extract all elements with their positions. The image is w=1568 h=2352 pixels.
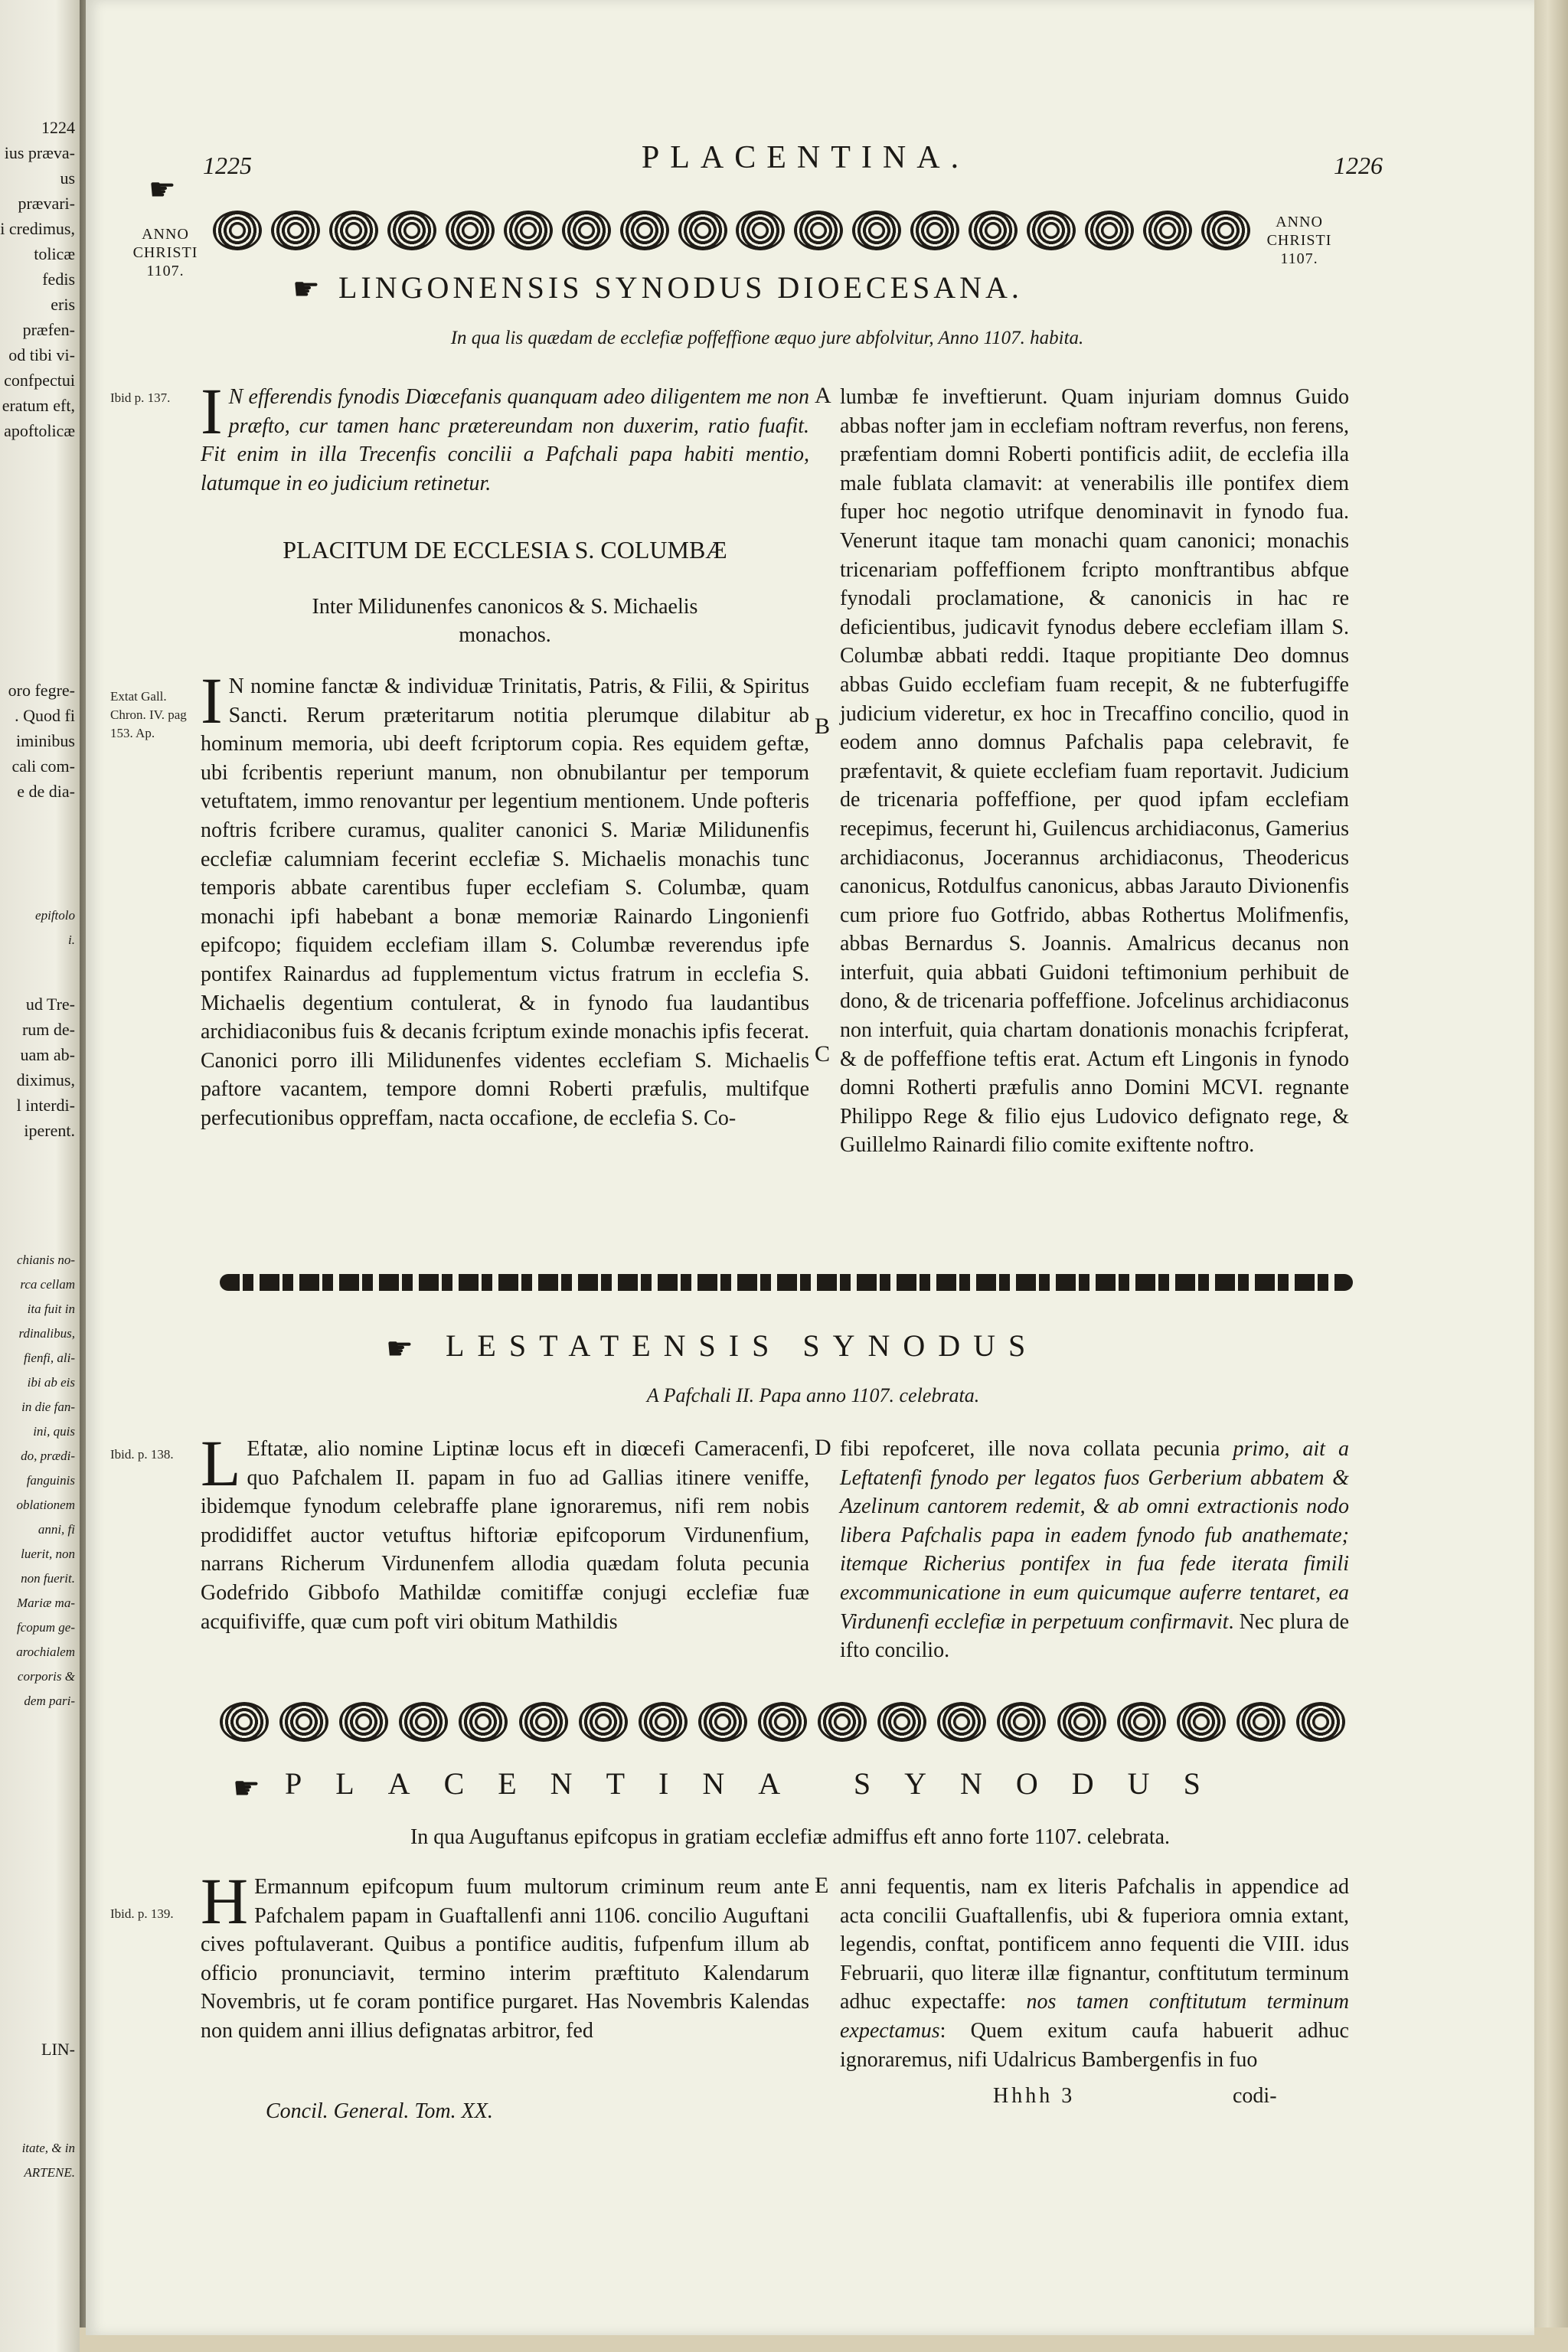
- placentina-right-end: : Quem exitum caufa habuerit adhuc ignoraremus, nifi Udalricus Bambergenfis in fuo: [840, 2018, 1349, 2072]
- charter-left-column: [201, 664, 809, 1133]
- fleuron-ornament-icon: [339, 1702, 388, 1742]
- fleuron-ornament-icon: [271, 211, 320, 250]
- facing-page-fragment: chianis no- rca cellam ita fuit in rdinalibus, fienfi, ali- ibi ab eis in die fan- ini, quis do, prædi- fanguinis oblationem anni, fi luerit, non non fuerit. Mariæ ma- fcopum ge- arochialem corporis & dem pari-: [16, 1253, 75, 1708]
- ornament-band-top: [213, 208, 1250, 253]
- page-number-left: 1225: [203, 152, 252, 179]
- fleuron-ornament-icon: [1057, 1702, 1106, 1742]
- margin-reference: Ibid p. 137.: [110, 390, 171, 405]
- facing-page-fragment: ud Tre- rum de- uam ab- diximus, l interdi- iperent.: [16, 995, 75, 1140]
- fleuron-ornament-icon: [1027, 211, 1076, 250]
- drop-cap: I: [201, 374, 223, 448]
- lestatensis-right-text: fibi repofceret, ille nova collata pecunia: [840, 1437, 1233, 1461]
- column-letter: A: [815, 383, 831, 408]
- fleuron-ornament-icon: [818, 1702, 867, 1742]
- facing-page-fragment: itate, & in ARTENE.: [21, 2141, 75, 2180]
- lestatensis-right-column: [840, 1435, 1349, 1665]
- ornament-band-middle: [220, 1700, 1345, 1744]
- section-title-lingonensis: LINGONENSIS SYNODUS DIOECESANA.: [338, 270, 1023, 305]
- fleuron-ornament-icon: [794, 211, 843, 250]
- section-title-placentina: PLACENTINA SYNODUS: [285, 1766, 1234, 1801]
- fleuron-ornament-icon: [698, 1702, 747, 1742]
- placentina-left-text: Ermannum epifcopum fuum multorum criminum reum ante Pafchalem papam in Guaftallenfi anni 1106. concilio Auguftani cives poftulaverant. Quibus a pontifice auditis, fufpenfum illum ab officio pronunciavit, termino interim præftituto Kalendarum Novembris, ut fe coram pontifice purgaret. Has Novembris Kalendas non quidem anni illius defignatas arbitror, fed: [201, 1875, 809, 2043]
- intro-paragraph: [201, 374, 809, 498]
- section-subtitle-lestatensis: A Pafchali II. Papa anno 1107. celebrata.: [646, 1384, 980, 1406]
- lestatensis-quote: primo, ait a Leftatenfi fynodo per legatos fuos Gerberium abbatem & Azelinum cantorem redemit, & ab omni extractionis nodo libera Pafchalis papa in eadem fynodo fub anathemate; itemque Richerius pontifex in fua fede iterata fimili excommunicatione in eum quicumque auferre tentaret, ea Virdunenfi ecclefiæ in perpetuum confirmavit: [840, 1437, 1349, 1634]
- drop-cap: H: [201, 1864, 249, 1938]
- fleuron-ornament-icon: [997, 1702, 1046, 1742]
- fleuron-ornament-icon: [1143, 211, 1192, 250]
- fleuron-ornament-icon: [639, 1702, 688, 1742]
- page-edge: [1534, 0, 1568, 2352]
- signature-mark: Hhhh 3: [993, 2084, 1076, 2108]
- margin-reference: Extat Gall. Chron. IV. pag 153. Ap.: [110, 689, 187, 740]
- fleuron-ornament-icon: [387, 211, 436, 250]
- placentina-right-text: anni fequentis, nam ex literis Pafchalis in appendice ad acta concilii Guaftallenfis, ubi & fuperiora omnia extant, legendis, conftat, pontificem anno fequenti die VIII. idus Februarii, quo literæ illæ fignantur, conftitutum terminum adhuc expectaffe:: [840, 1875, 1349, 2014]
- facing-page-fragment: oro fegre- . Quod fi iminibus cali com- e de dia-: [8, 681, 75, 801]
- fleuron-ornament-icon: [329, 211, 378, 250]
- fleuron-ornament-icon: [1201, 211, 1250, 250]
- fleuron-ornament-icon: [678, 211, 727, 250]
- margin-reference: Ibid. p. 139.: [110, 1906, 174, 1921]
- column-letter: B: [815, 714, 831, 739]
- pointing-hand-icon: ☛: [386, 1331, 413, 1366]
- charter-left-text: N nomine fanctæ & individuæ Trinitatis, Patris, & Filii, & Spiritus Sancti. Rerum præteritarum notitia plerumque dilabitur ab hominum memoria, ubi deeft fcriptorum copia. Res equidem geftæ, ubi fcribentis reperiunt manum, non obnubilantur per temporum vetuftatem, immo renovantur per legentium mentionem. Unde pofteris noftris fcribere curamus, qualiter canonici S. Mariæ Milidunenfis ecclefiæ calumniam fecerint ecclefiæ S. Michaelis monachis tunc temporis abbate carentibus fuper ecclefiam S. Columbæ, quam monachi ipfi habebant a bonæ memoriæ Rainardo Lingonienfi epifcopo; fiquidem ecclefiam illam S. Columbæ reverendus ipfe pontifex Rainardus ad fupplementum victus fratrum in ecclefia S. Michaelis degentium contulerat, & in fynodo fua laudantibus archidiaconibus fuis & decanis fcriptum exinde monachis ipfis fecerat. Canonici porro illi Milidunenfes videntes ecclefiam S. Michaelis paftore vacantem, tempore domni Roberti præfulis, multifque perfecutionibus oppreffam, nacta occafione, de ecclefia S. Co-: [201, 675, 809, 1130]
- charter-right-column: lumbæ fe inveftierunt. Quam injuriam domnus Guido abbas nofter jam in ecclefiam noftram reverfus, non ferens, præfentiam domni Roberti pontificis adiit, de ecclefia illa male fublata clamavit: at venerabilis ille pontifex diem fuper hoc negotio utrifque denominavit in fynodo fua. Venerunt itaque tam monachi quam canonici; monachis tricenariam poffeffionem fcripto monftrantibus abfque fynodali proclamatione, & canonicis in hac re deficientibus, judicavit fynodus debere ecclefiam illam S. Columbæ abbati reddi. Itaque propitiante Deo domnus abbas Guido ecclefiam fuam recepit, & ne fubterfugiffe judicium videretur, ex hoc in Trecaffino concilio, quod in eodem anno domnus Pafchalis papa celebravit, fe præfentavit, & quiete ecclefiam fuam reportavit. Judicium de tricenaria poffeffione, per quod ipfam ecclefiam recepimus, fecerunt hi, Guilencus archidiaconus, Gamerius archidiaconus, Jocerannus archidiaconus, Theodericus canonicus, Rotdulfus canonicus, abbas Jarauto Divionenfis cum priore fuo Gotfrido, abbas Rothertus Molifmenfis, abbas Bernardus S. Joannis. Amalricus decanus non interfuit, quia abbati Guidoni teftimonium perhibuit de dono, & de tricenaria poffeffione. Jofcelinus archidiaconus non interfuit, quia chartam donationis monachis fcripferat, & de poffeffione teftis erat. Actum eft Lingonis in fynodo domni Rotherti præfulis anno Domini MCVI. regnante Philippo Rege & filio ejus Ludovico defignato rege, & Guillelmo Rainardi filio comite exiftente noftro.: [840, 385, 1349, 1158]
- fleuron-ornament-icon: [213, 211, 262, 250]
- placitum-title: PLACITUM DE ECCLESIA S. COLUMBÆ: [283, 536, 727, 564]
- fleuron-ornament-icon: [852, 211, 901, 250]
- fleuron-ornament-icon: [877, 1702, 926, 1742]
- column-letter: C: [815, 1041, 831, 1067]
- ornamental-rule: [220, 1274, 1353, 1291]
- lestatensis-right-end: . Nec plura de ifto concilio.: [840, 1609, 1349, 1663]
- fleuron-ornament-icon: [1236, 1702, 1285, 1742]
- section-subtitle-lingonensis: In qua lis quædam de ecclefiæ poffeffione æquo jure abfolvitur, Anno 1107. habita.: [450, 328, 1084, 348]
- placitum-subtitle: Inter Milidunenfes canonicos & S. Michaelis monachos.: [312, 595, 698, 647]
- running-title: PLACENTINA.: [641, 140, 970, 175]
- pointing-hand-icon: ☛: [292, 272, 320, 306]
- fleuron-ornament-icon: [504, 211, 553, 250]
- fleuron-ornament-icon: [1296, 1702, 1345, 1742]
- facing-page-fragment: LIN-: [41, 2040, 75, 2059]
- placentina-left-column: [201, 1864, 809, 2046]
- fleuron-ornament-icon: [736, 211, 785, 250]
- facing-page-edge: [0, 0, 80, 2352]
- lestatensis-left-column: [201, 1426, 809, 1636]
- fleuron-ornament-icon: [1117, 1702, 1166, 1742]
- fleuron-ornament-icon: [562, 211, 611, 250]
- fleuron-ornament-icon: [1085, 211, 1134, 250]
- lestatensis-left-text: Eftatæ, alio nomine Liptinæ locus eft in diœcefi Cameracenfi, quo Pafchalem II. papam in fuo ad Gallias itinere veniffe, ibidemque fynodum celebraffe plane ignoraremus, nifi rem nobis prodidiffet auctor vetuftus hiftoriæ epifcoporum Virdunenfium, narrans Richerum Virdunenfem allodia quædam foluta pecunia Godefrido Gibbofo Mathildæ comitiffæ conjugi ecclefiæ fuæ acquifiviffe, quæ cum poft viri obitum Mathildis: [201, 1437, 809, 1634]
- fleuron-ornament-icon: [758, 1702, 807, 1742]
- fleuron-ornament-icon: [279, 1702, 328, 1742]
- fleuron-ornament-icon: [1177, 1702, 1226, 1742]
- fleuron-ornament-icon: [446, 211, 495, 250]
- fleuron-ornament-icon: [399, 1702, 448, 1742]
- placentina-quote: nos tamen conftitutum terminum expectamus: [840, 1990, 1349, 2043]
- footer-volume: Concil. General. Tom. XX.: [266, 2099, 493, 2123]
- column-letter: D: [815, 1435, 831, 1460]
- section-subtitle-placentina: In qua Auguftanus epifcopus in gratiam ecclefiæ admiffus eft anno forte 1107. celebrata.: [410, 1825, 1171, 1849]
- intro-text: N efferendis fynodis Diœcefanis quanquam adeo diligentem me non præfto, cur tamen hanc prætereundam non duxerim, ratio fuafit. Fit enim in illa Trecenfis concilii a Pafchali papa habiti mentio, latumque in eo judicium retinetur.: [201, 385, 809, 495]
- anno-christi-left: ANNO CHRISTI 1107.: [132, 226, 198, 279]
- page-number-right: 1226: [1334, 152, 1383, 179]
- fleuron-ornament-icon: [910, 211, 959, 250]
- fleuron-ornament-icon: [459, 1702, 508, 1742]
- fleuron-ornament-icon: [220, 1702, 269, 1742]
- pointing-hand-icon: ☛: [149, 172, 176, 207]
- pointing-hand-icon: ☛: [233, 1771, 260, 1805]
- drop-cap: L: [201, 1426, 241, 1500]
- facing-page-fragment: epiftolo i.: [35, 908, 75, 947]
- fleuron-ornament-icon: [519, 1702, 568, 1742]
- fleuron-ornament-icon: [937, 1702, 986, 1742]
- book-page: [86, 0, 1534, 2335]
- anno-christi-right: ANNO CHRISTI 1107.: [1266, 214, 1332, 267]
- fleuron-ornament-icon: [969, 211, 1018, 250]
- margin-reference: Ibid. p. 138.: [110, 1447, 174, 1462]
- fleuron-ornament-icon: [620, 211, 669, 250]
- facing-page-fragment: 1224 ius præva- us prævari- i credimus, tolicæ fedis eris præfen- od tibi vi- confpectui eratum eft, apoftolicæ: [0, 118, 75, 440]
- fleuron-ornament-icon: [579, 1702, 628, 1742]
- drop-cap: I: [201, 664, 223, 737]
- placentina-right-column: [840, 1873, 1349, 2074]
- catchword: codi-: [1233, 2084, 1277, 2108]
- column-letter: E: [815, 1873, 829, 1898]
- section-title-lestatensis: LESTATENSIS SYNODUS: [446, 1328, 1039, 1363]
